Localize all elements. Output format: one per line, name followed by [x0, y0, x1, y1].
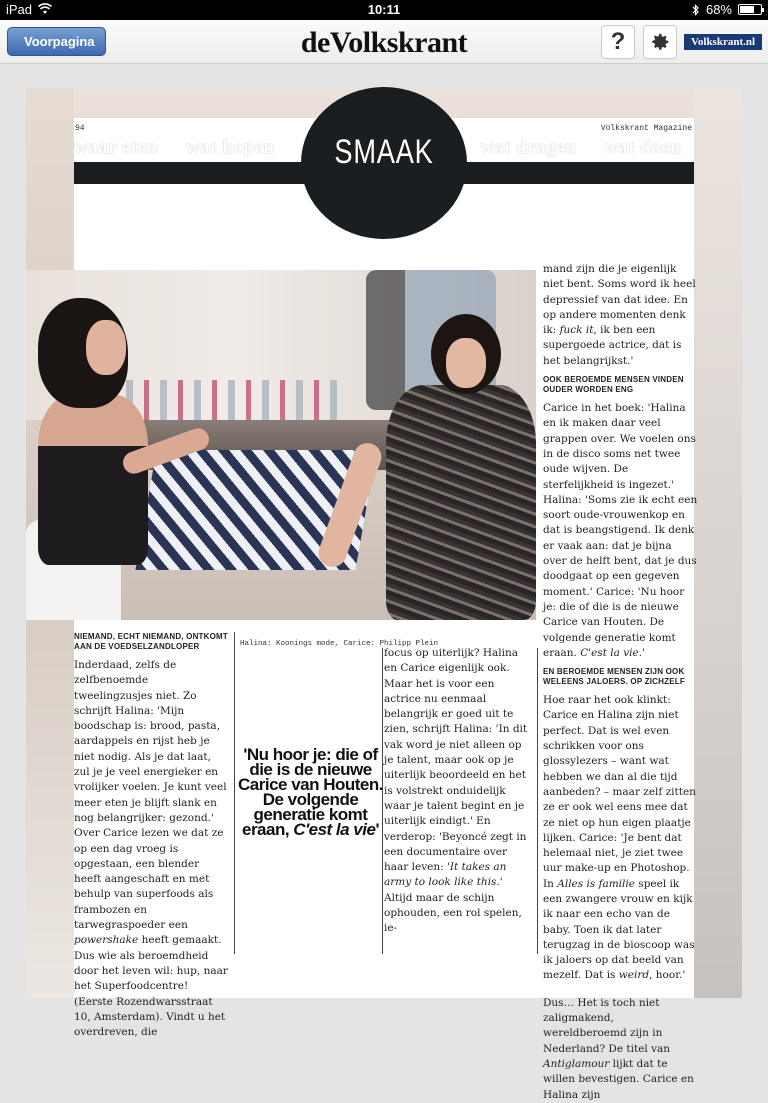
nav-bar — [0, 20, 768, 64]
photo-woman-right-face — [446, 338, 486, 388]
category-wat-doen: wat doen — [604, 137, 682, 158]
paragraph — [543, 996, 698, 1103]
text: focus op uiterlijk? Halina en Carice eigenlijk ook. Maar het is voor een actrice nu eenmaal belangrijk er goed uit te zien, schrijft Halina: 'In dit vak word je niet alleen op je talent, maar ook op je uiterlijk beoordeeld en het is volstrekt onduidelijk waar je talent begint en je uiterlijk eindigt.' En verderop: 'Beyoncé zegt in een documentaire over haar leven: ' — [384, 647, 528, 874]
paragraph — [543, 262, 698, 369]
category-waar-eten: waar eten — [74, 137, 158, 158]
clock: 10:11 — [367, 2, 401, 17]
device-label: iPad — [6, 2, 33, 17]
column-rule-3 — [537, 648, 538, 954]
text: , ik ben een supergoede actrice, dat is het belangrijkst.' — [543, 324, 682, 367]
help-icon: ? — [610, 28, 626, 55]
photo-woman-left-body — [38, 395, 148, 565]
battery-icon — [738, 4, 762, 15]
page-background-right — [694, 88, 742, 998]
help-button[interactable] — [601, 25, 635, 59]
text: heeft gemaakt. Dus wie als beroemdheid door het leven wil: hup, naar het Superfoodcentre! (Eerste Rozendwarsstraat 10, Amsterdam). Vindt u het overdreven, die — [74, 934, 228, 1039]
battery-percent: 68% — [705, 2, 732, 17]
pull-quote — [238, 747, 383, 837]
photo-woman-right-body — [386, 385, 536, 620]
bluetooth-icon — [692, 4, 700, 16]
column-rule-1 — [234, 632, 235, 954]
photo-bottles — [126, 380, 346, 420]
text-emphasis: fuck it — [559, 324, 594, 337]
text: Inderdaad, zelfs de zelfbenoemde tweelingzusjes niet. Zo schrijft Halina: 'Mijn boodschap is: brood, pasta, aardappels en rijst heb je niet nodig. Als je dat laat, zul je je veel energieker en vrolijker voelen. Je kunt veel meer eten je blijft slank en nog belangrijker: gezond.' Over Carice lezen we dat ze op een dag vroeg is opgestaan, een blender heeft aangeschaft en met behulp van superfoods als frambozen en tarwegraspoeder een — [74, 659, 227, 932]
text: Hoe raar het ook klinkt: Carice en Halina zijn niet perfect. Dat is wel even schrikken voor ons glossylezers – want wat hebben we dan al die tijd aanbeden? – maar zelf zitten ze er ook wel eens mee dat ze niet op hun eigen plaatje lijken. Carice: 'Je bent dat helemaal niet, je ziet twee uur make-up en Photoshop. In — [543, 694, 696, 890]
paragraph — [543, 693, 698, 984]
text: speel ik een zwangere vrouw en kijk ik naar een echo van de baby. Toen ik dat later terugzag in de bioscoop was ik jaloers op dat beeld van mezelf. Dat is — [543, 877, 695, 982]
photo-caption: Halina: Koonings mode, Carice: Philipp Plein — [240, 640, 439, 648]
back-button-label: Voorpagina — [24, 34, 95, 49]
text: Dus… Het is toch niet zaligmakend, wereldberoemd zijn in Nederland? De titel van — [543, 996, 671, 1055]
paragraph — [384, 646, 534, 937]
pull-quote-text: 'Nu hoor je: die of die is de nieuwe Carice van Houten. De volgende generatie komt eraan, — [238, 745, 383, 839]
subheading-voedselzandloper: NIEMAND, ECHT NIEMAND, ONTKOMT AAN DE VOEDSELZANDLOPER — [74, 632, 228, 651]
pull-quote-emphasis: C'est la vie — [293, 820, 376, 839]
text: mand zijn die je eigenlijk niet bent. Soms word ik heel depressief van dat idee. En op andere momenten denk ik: — [543, 263, 696, 337]
article-column-4 — [543, 262, 698, 1103]
category-wat-kopen: wat kopen — [186, 137, 275, 158]
settings-button[interactable] — [643, 25, 677, 59]
section-title: SMAAK — [334, 133, 434, 171]
paragraph — [543, 401, 698, 661]
text: , hoor.' — [649, 969, 686, 982]
status-right — [692, 2, 762, 17]
text-emphasis: C'est la vie — [580, 646, 639, 659]
text: lijkt dat te willen bevestigen. Carice en Halina zijn — [543, 1057, 694, 1101]
article-photo — [26, 270, 536, 620]
volkskrant-nl-link[interactable]: Volkskrant.nl — [684, 34, 762, 50]
text-emphasis: Alles is familie — [557, 877, 635, 890]
magazine-page[interactable] — [26, 88, 742, 1101]
paragraph — [74, 658, 228, 1040]
text-emphasis: powershake — [74, 934, 139, 947]
subheading-ouder-worden: OOK BEROEMDE MENSEN VINDEN OUDER WORDEN ENG — [543, 375, 684, 395]
text-emphasis: It takes an army to look like this. — [384, 861, 507, 889]
pull-quote-end: ' — [375, 820, 379, 839]
article-column-3 — [384, 646, 534, 937]
text: .' — [638, 646, 645, 659]
magazine-name: Volkskrant Magazine — [600, 124, 692, 133]
page-number: 94 — [75, 124, 85, 133]
category-wat-dragen: wat dragen — [480, 137, 577, 158]
photo-woman-left-face — [86, 320, 126, 375]
battery-fill — [740, 6, 754, 13]
app-logo: deVolkskrant — [300, 26, 468, 59]
text: ' Altijd maar de schijn ophouden, een rol spelen, ie- — [384, 876, 522, 935]
subheading-jaloers: EN BEROEMDE MENSEN ZIJN OOK WELEENS JALOERS. OP ZICHZELF — [543, 667, 685, 687]
status-bar — [0, 0, 768, 20]
text-emphasis: weird — [618, 969, 650, 982]
gear-icon — [649, 31, 671, 53]
text: Carice in het boek: 'Halina en ik maken daar veel grappen over. We voelen ons in de disco soms net twee oude wijven. De sterfelijkheid is ingezet.' Halina: 'Soms zie ik echt een soort oude-vrouwenkop en dat is beangstigend. Ik denk er vaak aan: dat je bijna over de helft bent, dat je dus doodgaat op een gegeven moment.' Carice: 'Nu hoor je: die of die is de nieuwe Carice van Houten. De volgende generatie komt eraan. — [543, 402, 698, 659]
text-emphasis: Antiglamour — [543, 1057, 610, 1070]
article-column-1 — [74, 626, 228, 1040]
